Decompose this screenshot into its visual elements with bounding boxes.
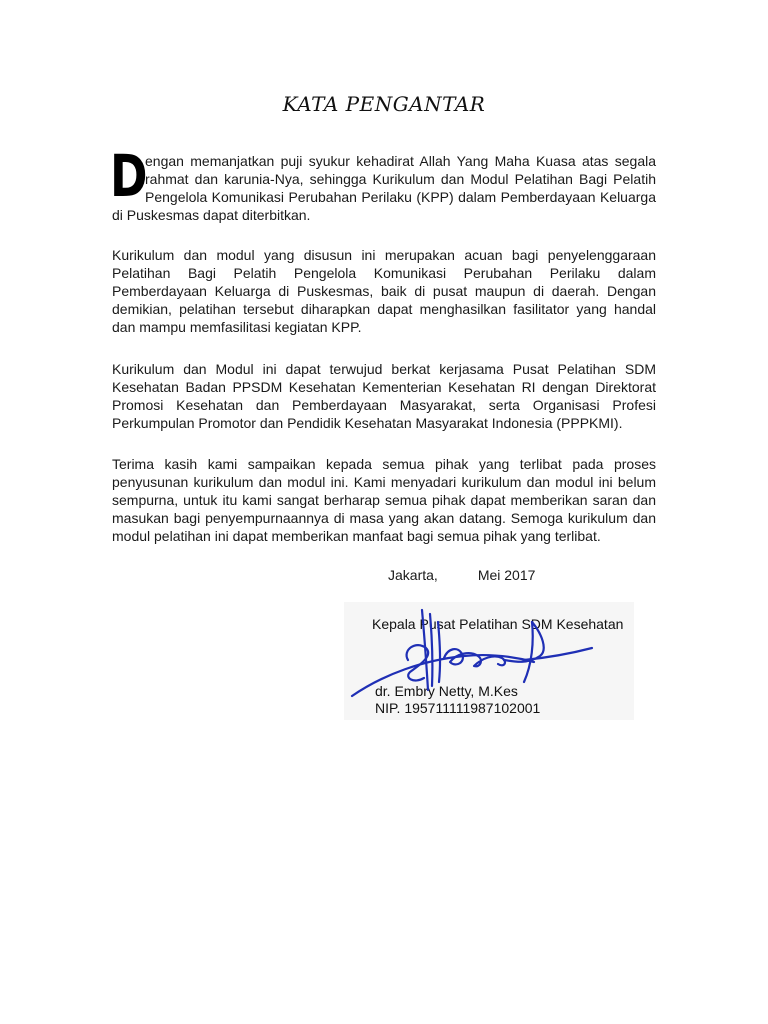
- date-text: Mei 2017: [477, 567, 536, 583]
- place-date-line: [388, 567, 535, 583]
- paragraph-cooperation: Kurikulum dan Modul ini dapat terwujud berkat kerjasama Pusat Pelatihan SDM Kesehatan Badan PPSDM Kesehatan Kementerian Kesehatan RI dengan Direktorat Promosi Kesehatan dan Pemberdayaan Masyarakat, serta Organisasi Profesi Perkumpulan Promotor dan Pendidik Kesehatan Masyarakat Indonesia (PPPKMI).: [112, 361, 656, 431]
- signatory-nip: NIP. 195711111987102001: [375, 700, 541, 716]
- signatory-name: dr. Embry Netty, M.Kes: [375, 683, 518, 699]
- document-title: KATA PENGANTAR: [282, 92, 486, 116]
- place-text: Jakarta,: [388, 567, 438, 583]
- paragraph-opening: [110, 142, 656, 224]
- paragraph-opening-text: engan memanjatkan puji syukur kehadirat Allah Yang Maha Kuasa atas segala rahmat dan karunia-Nya, sehingga Kurikulum dan Modul Pelatihan Bagi Pelatih Pengelola Komunikasi Perubahan Perilaku (KPP) dalam Pemberdayaan Keluarga di Puskesmas dapat diterbitkan.: [112, 153, 656, 223]
- signature-block: [344, 602, 634, 720]
- signatory-position: Kepala Pusat Pelatihan SDM Kesehatan: [372, 616, 624, 632]
- paragraph-purpose: Kurikulum dan modul yang disusun ini merupakan acuan bagi penyelenggaraan Pelatihan Bagi Pelatih Pengelola Komunikasi Perubahan Perilaku dalam Pemberdayaan Keluarga di Puskesmas, baik di pusat maupun di daerah. Dengan demikian, pelatihan tersebut diharapkan dapat menghasilkan fasilitator yang handal dan mampu memfasilitasi kegiatan KPP.: [112, 247, 656, 335]
- drop-cap-letter: D: [110, 142, 148, 210]
- paragraph-thanks: Terima kasih kami sampaikan kepada semua pihak yang terlibat pada proses penyusunan kurikulum dan modul ini. Kami menyadari kurikulum dan modul ini belum sempurna, untuk itu kami sangat berharap semua pihak dapat memberikan saran dan masukan bagi penyempurnaannya di masa yang akan datang. Semoga kurikulum dan modul pelatihan ini dapat memberikan manfaat bagi semua pihak yang terlibat.: [112, 456, 656, 544]
- handwritten-signature: [344, 602, 634, 720]
